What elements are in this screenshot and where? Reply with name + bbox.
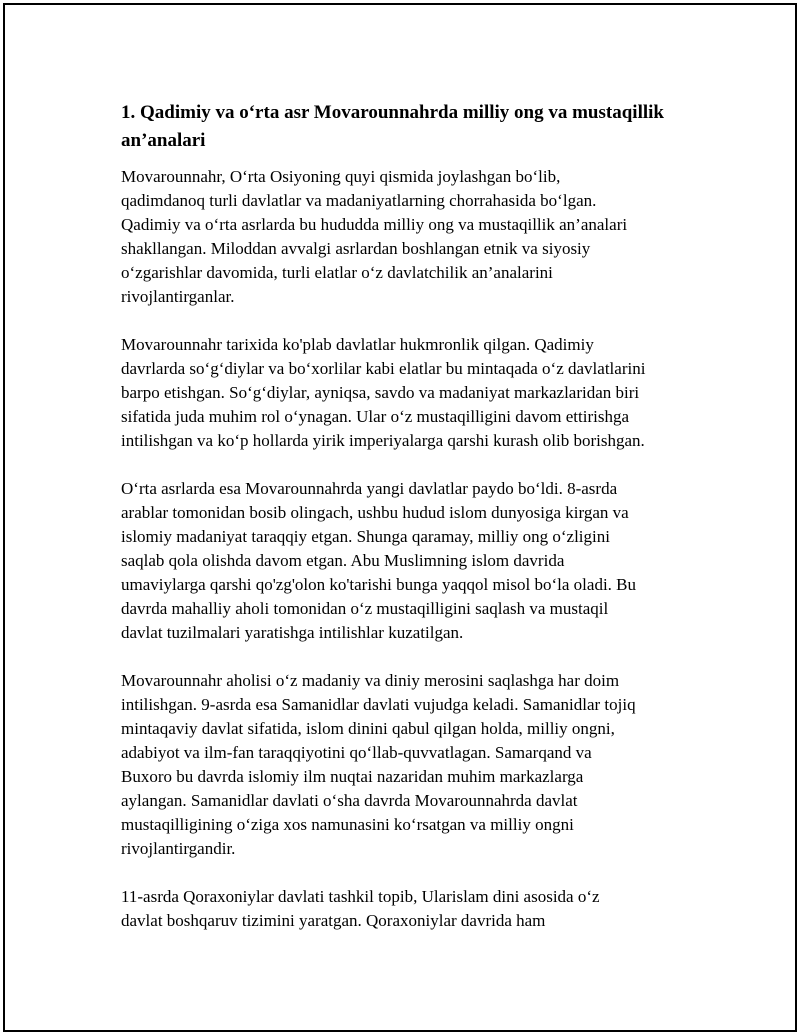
paragraph-1: Movarounnahr, O‘rta Osiyoning quyi qismida joylashgan bo‘lib, qadimdanoq turli davlatlar va madaniyatlarning chorrahasida bo‘lgan. Qadimiy va o‘rta asrlarda bu hududda milliy ong va mustaqillik an’analari shakllangan. Miloddan avvalgi asrlardan boshlangan etnik va siyosiy o‘zgarishlar davomida, turli elatlar o‘z davlatchilik an’analarini rivojlantirganlar. (121, 167, 628, 306)
paragraph-2: Movarounnahr tarixida ko'plab davlatlar hukmronlik qilgan. Qadimiy davrlarda so‘g‘diylar va bo‘xorlilar kabi elatlar bu mintaqada o‘z davlatlarini barpo etishgan. So‘g‘diylar, ayniqsa, savdo va madaniyat markazlaridan biri sifatida juda muhim rol o‘ynagan. Ular o‘z mustaqilligini davom ettirishga intilishgan va ko‘p hollarda yirik imperiyalarga qarshi kurash olib borishgan. (121, 335, 646, 450)
page-frame (3, 3, 797, 1032)
paragraph-4: Movarounnahr aholisi o‘z madaniy va diniy merosini saqlashga har doim intilishgan. 9-asrda esa Samanidlar davlati vujudga keladi. Samanidlar tojiq mintaqaviy davlat sifatida, islom dinini qabul qilgan holda, milliy ongni, adabiyot va ilm-fan taraqqiyotini qo‘llab-quvvatlagan. Samarqand va Buxoro bu davrda islomiy ilm nuqtai nazaridan muhim markazlarga aylangan. Samanidlar davlati o‘sha davrda Movarounnahrda davlat mustaqilligining o‘ziga xos namunasini ko‘rsatgan va milliy ongni rivojlantirgandir. (121, 671, 636, 858)
document-body (121, 99, 711, 957)
section-heading: 1. Qadimiy va o‘rta asr Movarounnahrda milliy ong va mustaqillik an’analari (121, 102, 664, 151)
paragraph-5: 11-asrda Qoraxoniylar davlati tashkil topib, Ularislam dini asosida o‘z davlat boshqaruv tizimini yaratgan. Qoraxoniylar davrida ham (121, 887, 600, 930)
paragraph-3: O‘rta asrlarda esa Movarounnahrda yangi davlatlar paydo bo‘ldi. 8-asrda arablar tomonidan bosib olingach, ushbu hudud islom dunyosiga kirgan va islomiy madaniyat taraqqiy etgan. Shunga qaramay, milliy ong o‘zligini saqlab qola olishda davom etgan. Abu Muslimning islom davrida umaviylarga qarshi qo'zg'olon ko'tarishi bunga yaqqol misol bo‘la oladi. Bu davrda mahalliy aholi tomonidan o‘z mustaqilligini saqlash va mustaqil davlat tuzilmalari yaratishga intilishlar kuzatilgan. (121, 479, 637, 642)
